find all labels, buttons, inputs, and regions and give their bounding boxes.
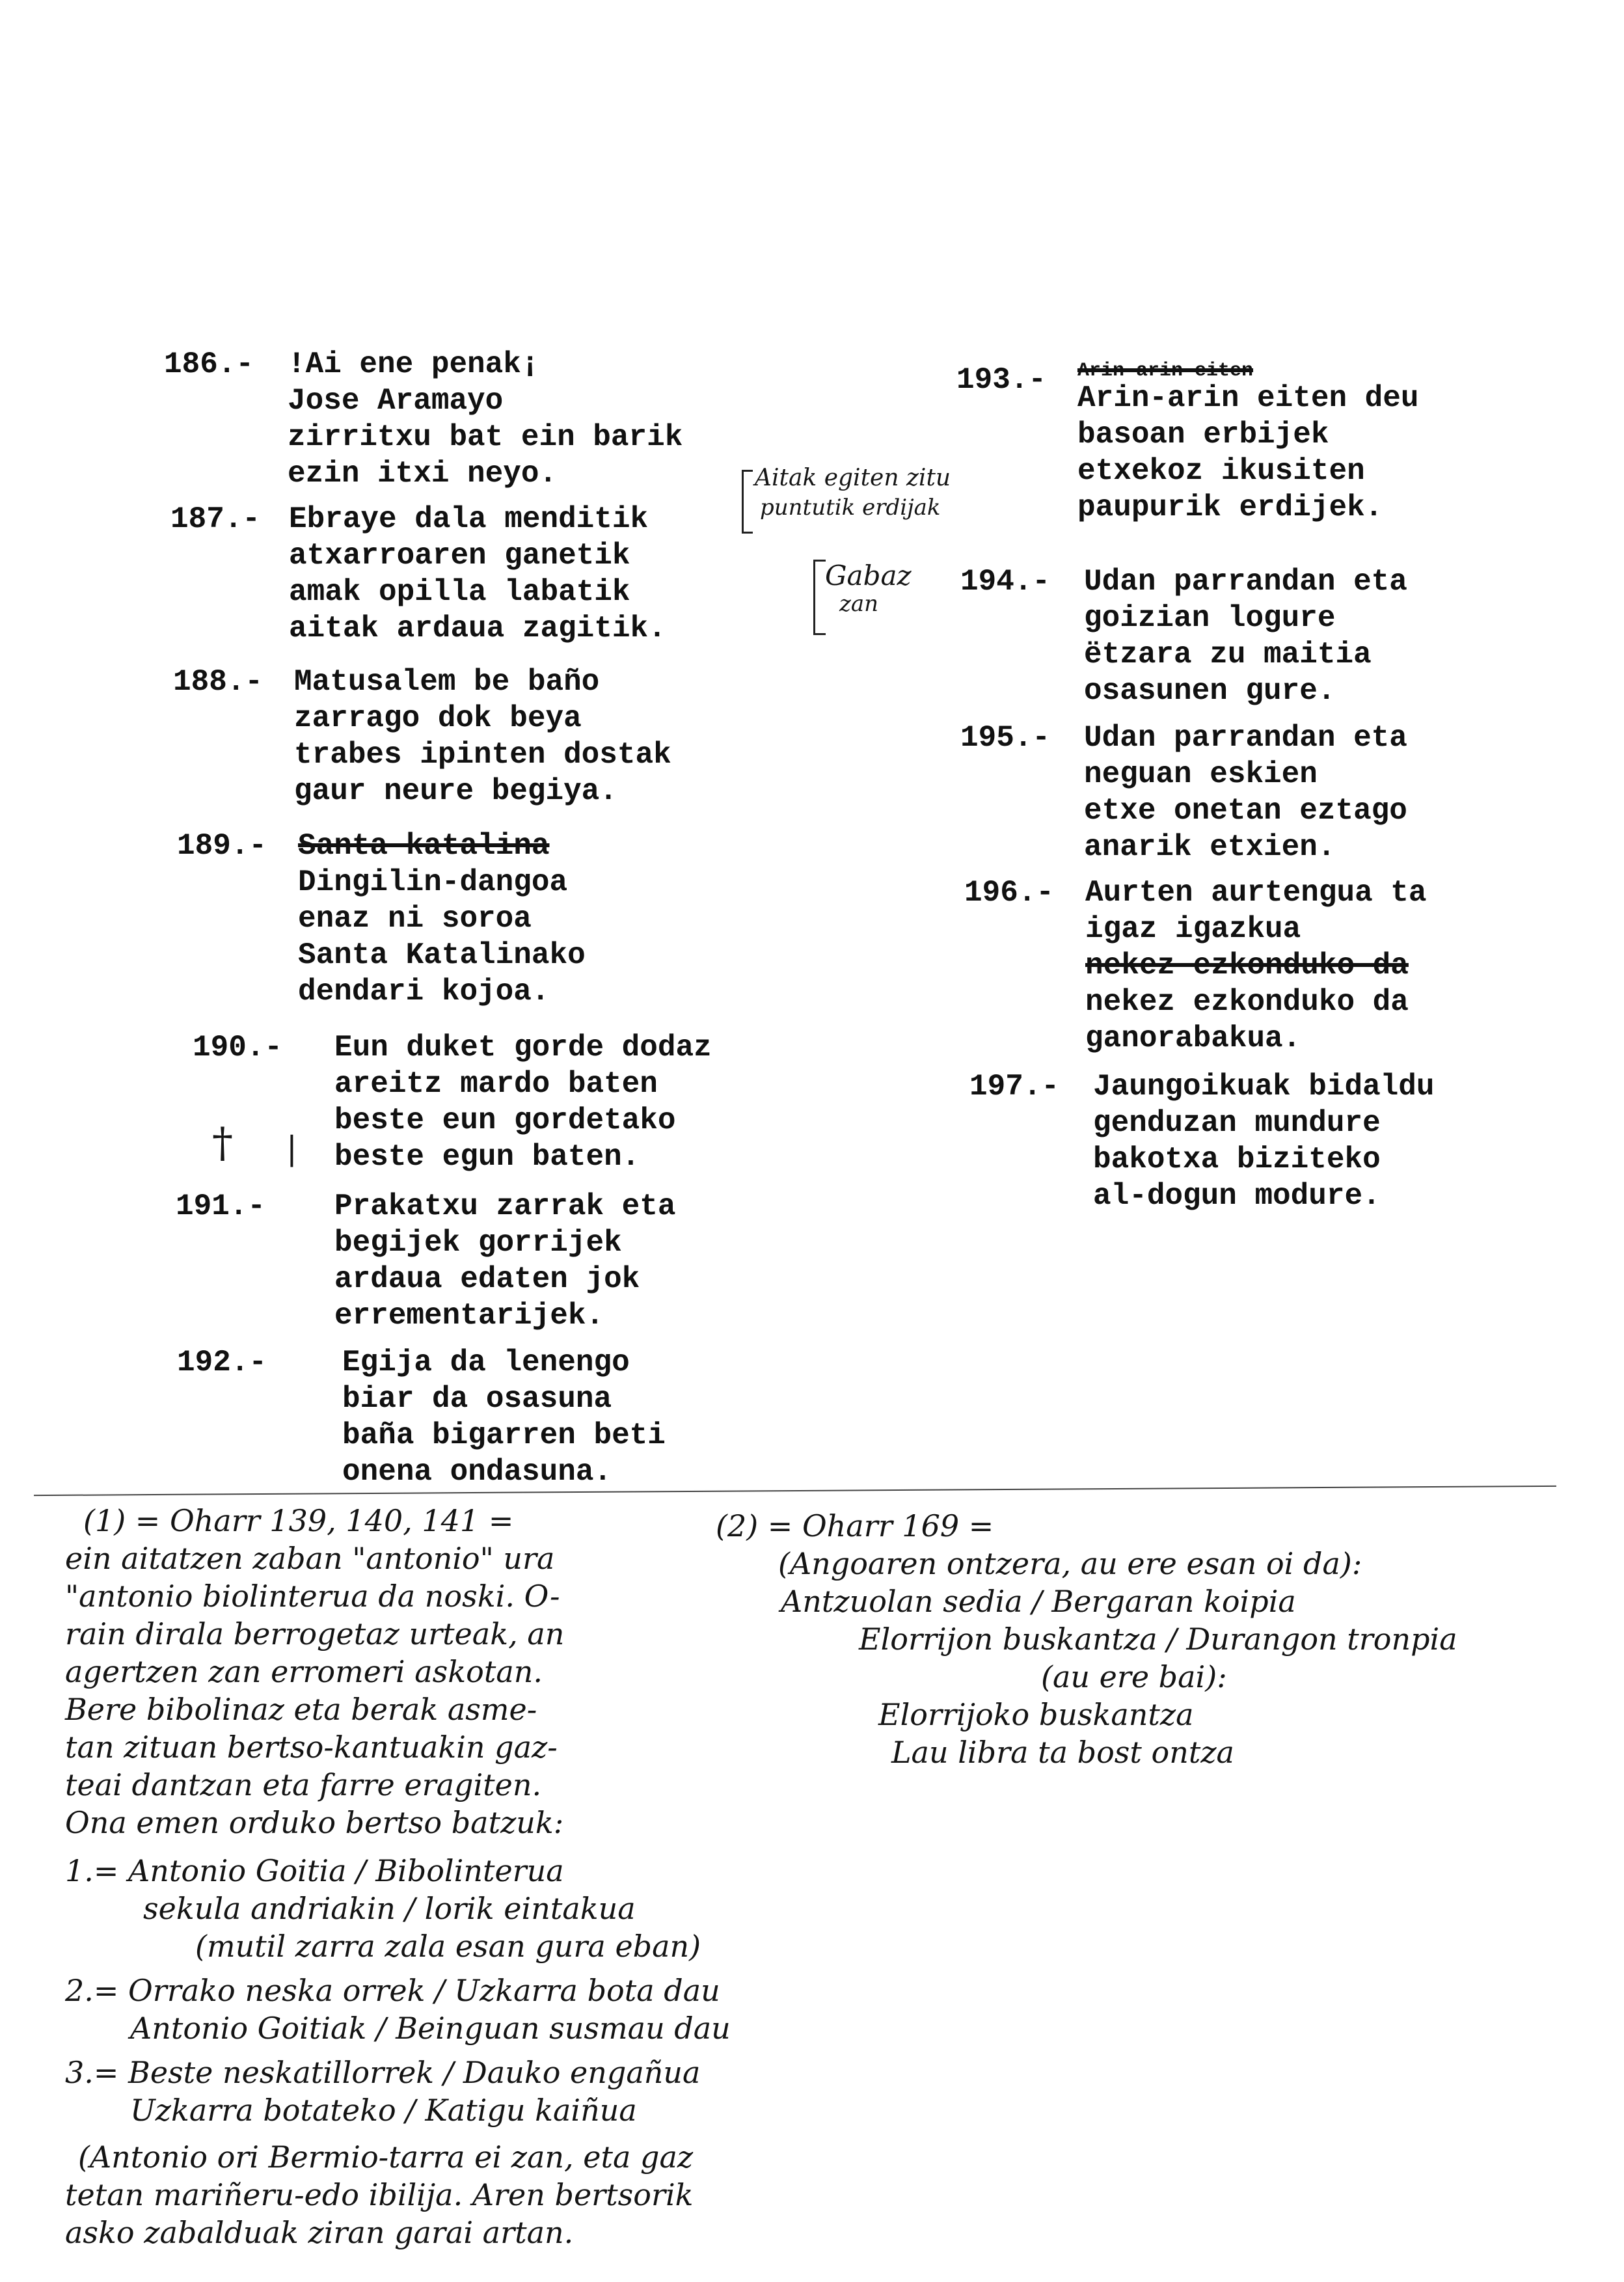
verse-line: zarrago dok beya: [294, 701, 582, 735]
entry-number: 186.-: [164, 347, 254, 381]
entry-verse: [289, 501, 666, 647]
footnote-line: (1) = Oharr 139, 140, 141 =: [83, 1503, 514, 1538]
verse-line: Eun duket gorde dodaz: [334, 1031, 712, 1065]
entry-number: 188.-: [173, 665, 264, 699]
footnote-line: Elorrijon buskantza / Durangon tronpia: [859, 1622, 1457, 1657]
entry-verse: [298, 828, 586, 1010]
footnote-line: agertzen zan erromeri askotan.: [65, 1654, 543, 1689]
verse-line: neguan eskien: [1084, 757, 1318, 791]
footnote-line: 2.= Orrako neska orrek / Uzkarra bota dau: [65, 1973, 720, 2008]
verse-line: basoan erbijek: [1077, 418, 1329, 452]
verse-line: Udan parrandan eta: [1084, 721, 1407, 755]
verse-line: gaur neure begiya.: [294, 774, 617, 808]
entry-number: 195.-: [960, 721, 1051, 755]
footnote-line: Uzkarra botateko / Katigu kaiñua: [130, 2093, 637, 2128]
entry-number: 192.-: [177, 1346, 267, 1379]
footnote-line: (mutil zarra zala esan gura eban): [195, 1929, 701, 1964]
verse-line: Dingilin-dangoa: [298, 865, 568, 899]
verse-line: baña bigarren beti: [342, 1419, 666, 1452]
entry-number: 196.-: [964, 876, 1055, 910]
entry-verse: [334, 1188, 676, 1334]
verse-line: bakotxa biziteko: [1093, 1143, 1381, 1176]
verse-line: Egija da lenengo: [342, 1346, 630, 1379]
footnote-line: (2) = Oharr 169 =: [716, 1508, 994, 1543]
verse-line: onena ondasuna.: [342, 1455, 612, 1489]
entry-number: 197.-: [969, 1070, 1060, 1104]
entry-verse: [334, 1029, 712, 1175]
verse-line: zirritxu bat ein barik: [288, 420, 683, 454]
margin-note-line: Gabaz: [825, 560, 912, 591]
margin-note-line: puntutik erdijak: [760, 495, 941, 521]
verse-line: ardaua edaten jok: [334, 1262, 640, 1296]
footnote-line: ein aitatzen zaban "antonio" ura: [65, 1541, 555, 1576]
entry-verse: [288, 346, 683, 492]
footnote-line: Bere bibolinaz eta berak asme-: [65, 1692, 537, 1727]
entry-verse: [1085, 875, 1427, 1057]
verse-line: Arin-arin eiten deu: [1077, 381, 1419, 415]
verse-line: anarik etxien.: [1084, 830, 1336, 864]
verse-line: goizian logure: [1084, 601, 1336, 635]
struck-verse-line: nekez ezkonduko da: [1085, 949, 1409, 983]
entry-verse: [342, 1344, 666, 1490]
footnote-line: tetan mariñeru-edo ibilija. Aren bertsorik: [65, 2177, 694, 2212]
verse-line: Prakatxu zarrak eta: [334, 1189, 676, 1223]
entry-verse: [1077, 362, 1419, 526]
footnote-line: (Antonio ori Bermio-tarra ei zan, eta gaz: [78, 2139, 694, 2175]
verse-line: beste egun baten.: [334, 1140, 640, 1174]
footnote-line: asko zabalduak ziran garai artan.: [65, 2215, 574, 2250]
entry-number: 189.-: [177, 829, 267, 863]
verse-line: Santa Katalinako: [298, 938, 586, 972]
footnote-line: sekula andriakin / lorik eintakua: [143, 1891, 636, 1926]
verse-line: areitz mardo baten: [334, 1067, 658, 1101]
struck-verse-line: Arin-arin eiten: [1077, 360, 1254, 382]
verse-line: etxe onetan eztago: [1084, 794, 1407, 828]
verse-line: al-dogun modure.: [1093, 1179, 1381, 1213]
footnote-line: Elorrijoko buskantza: [878, 1697, 1194, 1732]
footnote-separator: [34, 1486, 1556, 1496]
verse-line: Ebraye dala menditik: [289, 502, 649, 536]
verse-line: atxarroaren ganetik: [289, 539, 630, 573]
entry-number: 191.-: [176, 1189, 266, 1223]
note-bracket: [742, 470, 753, 534]
verse-line: !Ai ene penak¡: [288, 347, 539, 381]
verse-line: genduzan mundure: [1093, 1106, 1381, 1140]
verse-line: paupurik erdijek.: [1077, 491, 1383, 524]
entry-verse: [1093, 1068, 1435, 1214]
verse-line: igaz igazkua: [1085, 912, 1301, 946]
footnote-line: Antzuolan sedia / Bergaran koipia: [781, 1584, 1296, 1619]
footnote-line: "antonio biolinterua da noski. O-: [65, 1579, 560, 1614]
margin-note-line: Aitak egiten zitu: [755, 465, 951, 491]
verse-line: dendari kojoa.: [298, 975, 550, 1009]
verse-line: Aurten aurtengua ta: [1085, 876, 1427, 910]
entry-number: 190.-: [193, 1031, 283, 1065]
verse-line: osasunen gure.: [1084, 674, 1336, 708]
verse-line: etxekoz ikusiten: [1077, 454, 1365, 488]
verse-line: trabes ipinten dostak: [294, 738, 671, 772]
footnote-line: 1.= Antonio Goitia / Bibolinterua: [65, 1853, 564, 1888]
footnote-line: teai dantzan eta farre eragiten.: [65, 1767, 542, 1802]
entry-verse: [1084, 720, 1407, 865]
entry-verse: [1084, 564, 1407, 709]
cross-mark: †: [212, 1119, 233, 1167]
margin-note-line: zan: [839, 591, 879, 617]
verse-line: enaz ni soroa: [298, 902, 532, 936]
entry-number: 194.-: [960, 565, 1051, 599]
footnote-line: Lau libra ta bost ontza: [891, 1735, 1234, 1770]
footnote-line: (au ere bai):: [1041, 1659, 1227, 1694]
verse-line: ezin itxi neyo.: [288, 457, 558, 491]
verse-line: Matusalem be baño: [294, 665, 600, 699]
verse-line: amak opilla labatik: [289, 575, 630, 609]
verse-line: beste eun gordetako: [334, 1104, 676, 1137]
footnote-line: rain dirala berrogetaz urteak, an: [65, 1616, 565, 1651]
vertical-mark: |: [286, 1130, 297, 1167]
verse-line: nekez ezkonduko da: [1085, 985, 1409, 1019]
verse-line: Jaungoikuak bidaldu: [1093, 1070, 1435, 1104]
verse-line: ganorabakua.: [1085, 1022, 1301, 1055]
verse-line: ëtzara zu maitia: [1084, 638, 1372, 672]
struck-verse-line: Santa katalina: [298, 829, 550, 863]
entry-number: 187.-: [170, 502, 261, 536]
verse-line: begijek gorrijek: [334, 1226, 622, 1260]
footnote-line: Ona emen orduko bertso batzuk:: [65, 1805, 564, 1840]
footnote-line: 3.= Beste neskatillorrek / Dauko engañua: [65, 2055, 701, 2090]
footnote-line: (Angoaren ontzera, au ere esan oi da):: [778, 1546, 1362, 1581]
verse-line: biar da osasuna: [342, 1382, 612, 1416]
verse-line: Udan parrandan eta: [1084, 565, 1407, 599]
entry-verse: [294, 664, 671, 809]
verse-line: Jose Aramayo: [288, 384, 504, 418]
footnote-line: Antonio Goitiak / Beinguan susmau dau: [130, 2011, 731, 2046]
verse-line: aitak ardaua zagitik.: [289, 612, 666, 645]
verse-line: errementarijek.: [334, 1299, 604, 1333]
footnote-right: [716, 1507, 1457, 1771]
entry-number: 193.-: [956, 363, 1047, 397]
footnote-line: tan zituan bertso-kantuakin gaz-: [65, 1730, 558, 1765]
footnote-left: [65, 1502, 731, 2251]
note-bracket: [813, 560, 826, 635]
